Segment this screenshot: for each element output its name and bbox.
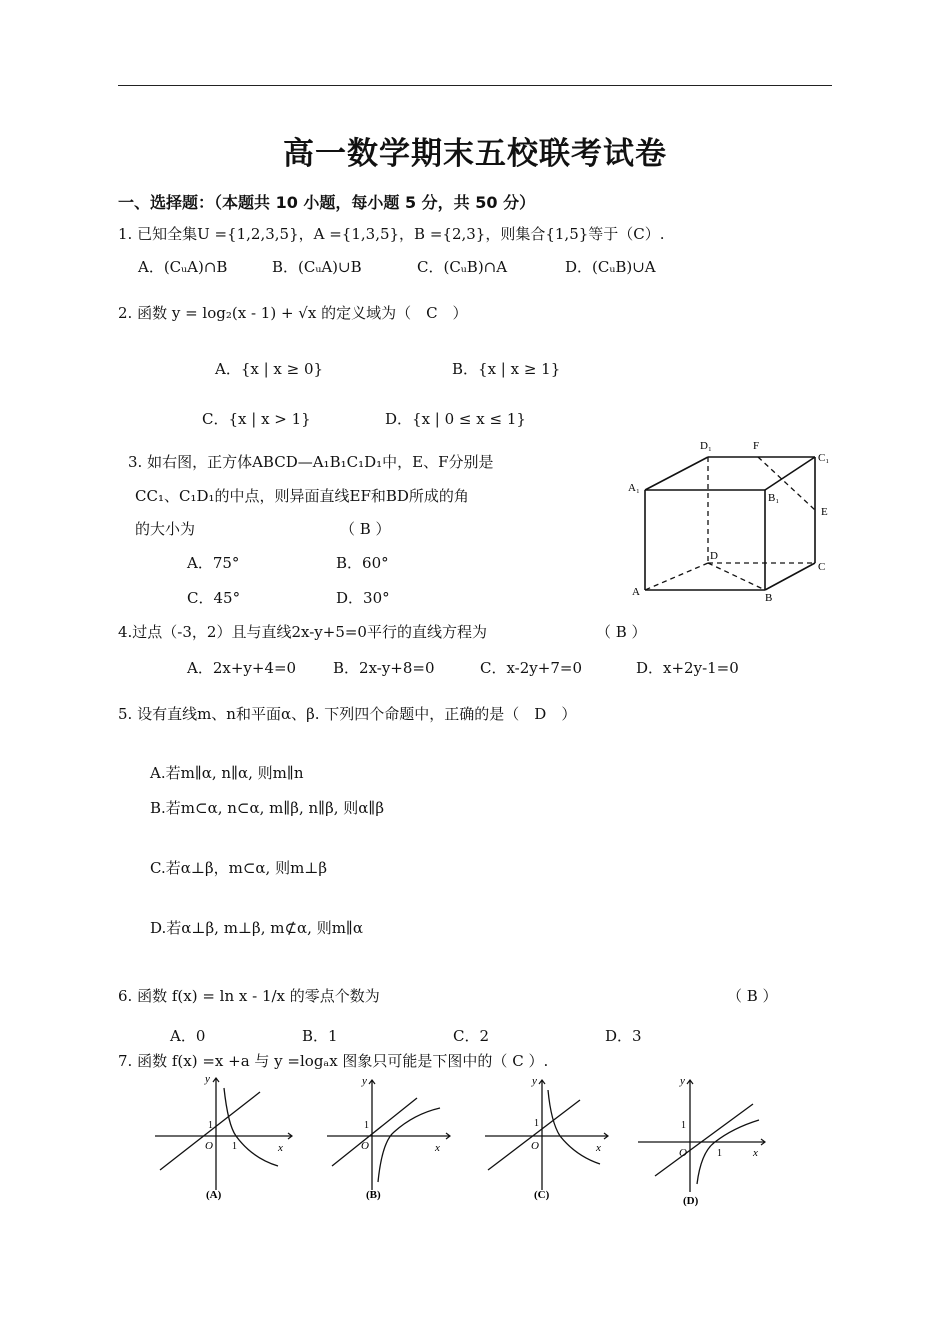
q5-stem: 5. 设有直线m、n和平面α、β. 下列四个命题中，正确的是（ D ）	[118, 705, 577, 723]
q5-option-d: D.若α⊥β, m⊥β, m⊄α, 则m∥α	[150, 919, 363, 937]
top-rule	[118, 85, 832, 86]
q1-option-d: D．(CᵤB)∪A	[565, 258, 656, 276]
q6-stem: 6. 函数 f(x) = ln x - 1/x 的零点个数为	[118, 987, 380, 1005]
graph-b-one: 1	[364, 1120, 369, 1131]
graph-a-origin: O	[205, 1140, 213, 1152]
graph-b-y: y	[362, 1075, 367, 1087]
q3-line3: 的大小为	[135, 520, 196, 538]
page-title: 高一数学期末五校联考试卷	[283, 136, 667, 172]
q6-option-a: A．0	[170, 1027, 206, 1045]
label-e: E	[821, 506, 828, 518]
graph-b-origin: O	[361, 1140, 369, 1152]
q3-line2: CC₁、C₁D₁的中点，则异面直线EF和BD所成的角	[135, 487, 469, 505]
q6-option-c: C．2	[453, 1027, 490, 1045]
q4-option-c: C．x-2y+7=0	[480, 659, 582, 677]
graph-d-y: y	[680, 1075, 685, 1087]
q3-option-a: A．75°	[187, 554, 240, 572]
label-f: F	[753, 440, 760, 452]
graph-c	[480, 1070, 630, 1205]
graph-b-x: x	[435, 1142, 440, 1154]
graph-d-caption: (D)	[683, 1195, 699, 1207]
q3-option-c: C．45°	[187, 589, 241, 607]
graph-b-caption: (B)	[366, 1189, 381, 1201]
q1-option-b: B．(CᵤA)∪B	[272, 258, 362, 276]
graph-b	[322, 1070, 472, 1205]
graph-d	[635, 1070, 785, 1210]
q1-option-a: A．(CᵤA)∩B	[138, 258, 228, 276]
graph-d-x: x	[753, 1147, 758, 1159]
q4-option-b: B．2x-y+8=0	[333, 659, 435, 677]
graph-c-y: y	[532, 1075, 537, 1087]
q2-option-d: D．{x | 0 ≤ x ≤ 1}	[385, 410, 526, 428]
q3-option-d: D．30°	[336, 589, 390, 607]
q5-option-a: A.若m∥α, n∥α, 则m∥n	[150, 764, 304, 782]
q6-option-b: B．1	[302, 1027, 338, 1045]
label-b: B	[765, 592, 773, 604]
q2-stem: 2. 函数 y = log₂(x - 1) + √x 的定义域为（ C ）	[118, 304, 468, 322]
q7-stem: 7. 函数 f(x) =x +a 与 y =logₐx 图象只可能是下图中的（ C ）.	[118, 1052, 549, 1070]
label-a1: A₁	[628, 482, 640, 494]
label-a: A	[632, 586, 640, 598]
q3-option-b: B．60°	[336, 554, 389, 572]
q4-stem: 4.过点（-3，2）且与直线2x-y+5=0平行的直线方程为	[118, 623, 487, 641]
graph-d-one-y: 1	[681, 1120, 686, 1131]
graph-c-one: 1	[534, 1118, 539, 1129]
section-heading: 一、选择题：（本题共 10 小题，每小题 5 分，共 50 分）	[118, 193, 536, 212]
q4-answer: （ B ）	[596, 623, 647, 641]
graph-c-x: x	[596, 1142, 601, 1154]
q2-option-b: B．{x | x ≥ 1}	[452, 360, 561, 378]
q4-option-a: A．2x+y+4=0	[187, 659, 297, 677]
q5-option-b: B.若m⊂α, n⊂α, m∥β, n∥β, 则α∥β	[150, 799, 385, 817]
label-d: D	[710, 550, 718, 562]
label-c1: C₁	[818, 452, 830, 464]
graph-c-origin: O	[531, 1140, 539, 1152]
q2-option-c: C．{x | x > 1}	[202, 410, 311, 428]
q2-option-a: A．{x | x ≥ 0}	[215, 360, 324, 378]
q1-option-c: C．(CᵤB)∩A	[417, 258, 508, 276]
cube-figure	[620, 435, 840, 605]
q1-stem: 1. 已知全集U ={1,2,3,5}，A ={1,3,5}，B ={2,3}，则集合{1,5}等于（C）.	[118, 225, 665, 243]
graph-a-one-y: 1	[208, 1120, 213, 1131]
graph-a-y: y	[205, 1073, 210, 1085]
q3-line1: 3. 如右图，正方体ABCD—A₁B₁C₁D₁中，E、F分别是	[128, 453, 494, 471]
label-b1: B₁	[768, 492, 780, 504]
graph-a-caption: (A)	[206, 1189, 222, 1201]
q5-option-c: C.若α⊥β，m⊂α, 则m⊥β	[150, 859, 328, 877]
q4-option-d: D．x+2y-1=0	[636, 659, 739, 677]
graph-a-x: x	[278, 1142, 283, 1154]
label-d1: D₁	[700, 440, 712, 452]
graph-d-origin: O	[679, 1147, 687, 1159]
q3-answer: （ B ）	[340, 520, 391, 538]
graph-a	[150, 1070, 300, 1205]
q6-option-d: D．3	[605, 1027, 642, 1045]
q6-answer: （ B ）	[727, 987, 778, 1005]
graph-a-one-x: 1	[232, 1141, 237, 1152]
graph-c-caption: (C)	[534, 1189, 550, 1201]
label-c: C	[818, 561, 826, 573]
graph-d-one-x: 1	[717, 1148, 722, 1159]
